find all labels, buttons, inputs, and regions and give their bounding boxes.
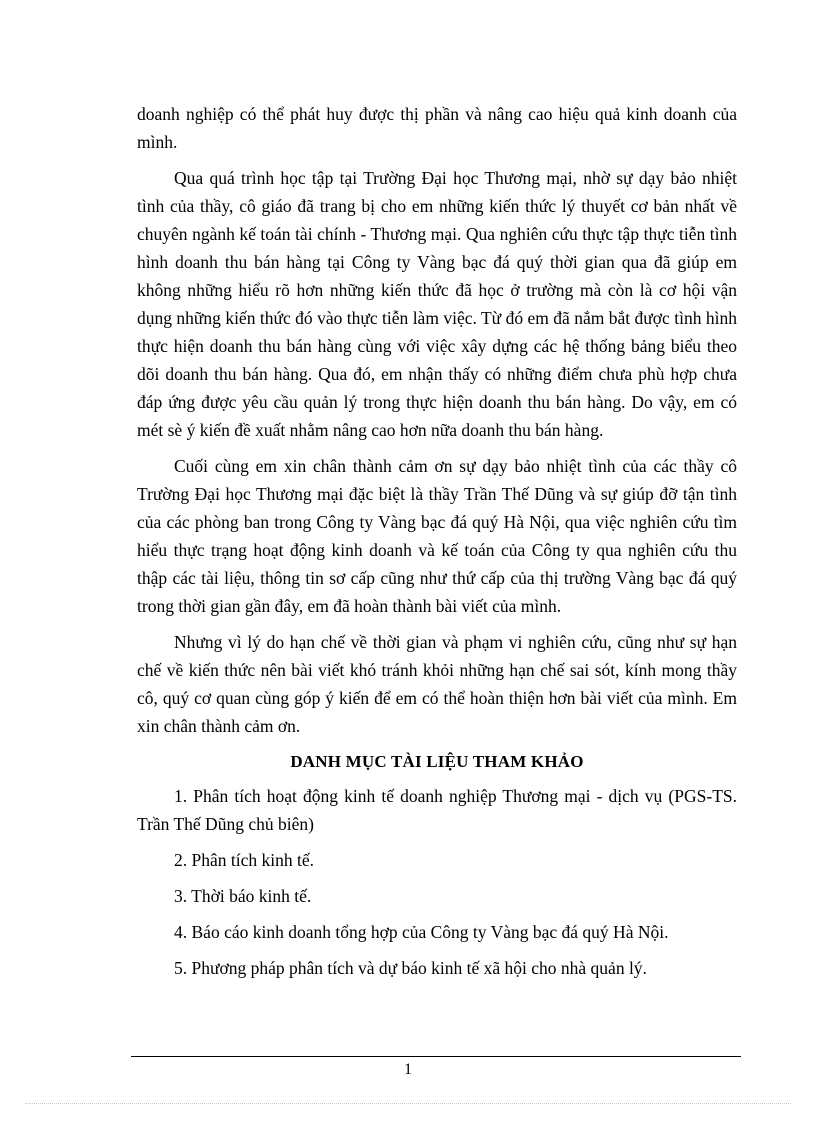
reference-item-2: 2. Phân tích kinh tế.: [174, 850, 314, 870]
paragraph-closing: Nhưng vì lý do hạn chế về thời gian và phạm vi nghiên cứu, cũng như sự hạn chế về kiến thức nên bài viết khó tránh khỏi những hạn chế sai sót, kính mong thầy cô, quý cơ quan cùng góp ý kiến để em có thể hoàn thiện hơn bài viết của mình. Em xin chân thành cảm ơn.: [137, 632, 737, 736]
paragraph-continuation: doanh nghiệp có thể phát huy được thị phần và nâng cao hiệu quả kinh doanh của mình.: [137, 104, 737, 152]
page-bottom-border: [25, 1103, 791, 1104]
references-list: [137, 782, 737, 982]
document-page: [137, 100, 737, 990]
reference-item-1: 1. Phân tích hoạt động kinh tế doanh nghiệp Thương mại - dịch vụ (PGS-TS. Trần Thế Dũng chủ biên): [137, 786, 737, 834]
page-number: 1: [404, 1061, 412, 1078]
reference-item-5: 5. Phương pháp phân tích và dự báo kinh tế xã hội cho nhà quản lý.: [174, 958, 647, 978]
paragraph-study-experience: Qua quá trình học tập tại Trường Đại học Thương mại, nhờ sự dạy bảo nhiệt tình của thầy, cô giáo đã trang bị cho em những kiến thức lý thuyết cơ bản nhất về chuyên ngành kế toán tài chính - Thương mại. Qua nghiên cứu thực tập thực tiễn tình hình doanh thu bán hàng tại Công ty Vàng bạc đá quý thời gian qua đã giúp em không những hiểu rõ hơn những kiến thức đã học ở trường mà còn là cơ hội vận dụng những kiến thức đó vào thực tiễn làm việc. Từ đó em đã nắm bắt được tình hình thực hiện doanh thu bán hàng cùng với việc xây dựng các hệ thống bảng biểu theo dõi doanh thu bán hàng. Qua đó, em nhận thấy có những điểm chưa phù hợp chưa đáp ứng được yêu cầu quản lý trong thực hiện doanh thu bán hàng. Do vậy, em có mét sè ý kiến đề xuất nhằm nâng cao hơn nữa doanh thu bán hàng.: [137, 168, 737, 440]
reference-item-3: 3. Thời báo kinh tế.: [174, 886, 312, 906]
reference-item-4: 4. Báo cáo kinh doanh tổng hợp của Công ty Vàng bạc đá quý Hà Nội.: [174, 922, 669, 942]
footer-divider: [131, 1056, 741, 1057]
paragraph-acknowledgement: Cuối cùng em xin chân thành cảm ơn sự dạy bảo nhiệt tình của các thầy cô Trường Đại học Thương mại đặc biệt là thầy Trần Thế Dũng và sự giúp đỡ tận tình của các phòng ban trong Công ty Vàng bạc đá quý Hà Nội, qua việc nghiên cứu tìm hiểu thực trạng hoạt động kinh doanh và kế toán của Công ty qua nghiên cứu thu thập các tài liệu, thông tin sơ cấp cũng như thứ cấp của thị trường Vàng bạc đá quý trong thời gian gần đây, em đã hoàn thành bài viết của mình.: [137, 456, 737, 616]
references-heading: DANH MỤC TÀI LIỆU THAM KHẢO: [290, 752, 584, 771]
